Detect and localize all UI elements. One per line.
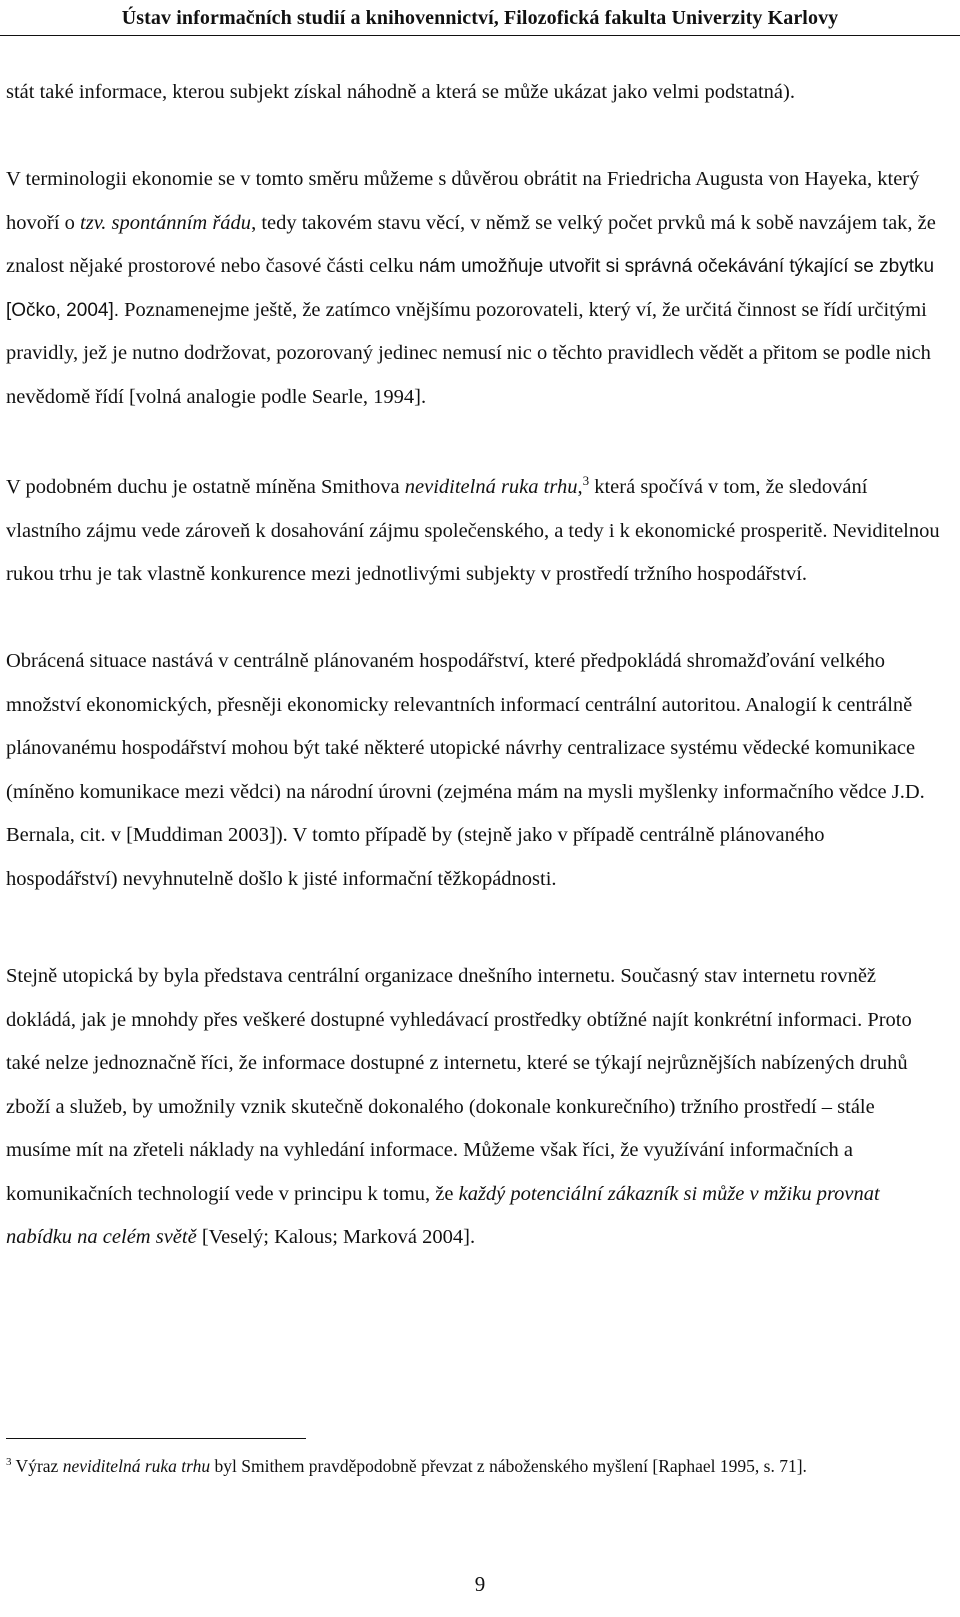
footnote bbox=[6, 1451, 940, 1481]
term-spontaneous-order: tzv. spontánním řádu bbox=[80, 211, 252, 234]
paragraph-3-text-a: V podobném duchu je ostatně míněna Smithova bbox=[6, 476, 405, 498]
footnote-reference[interactable]: 3 bbox=[582, 473, 590, 489]
paragraph-4-text: Obrácená situace nastává v centrálně plánovaném hospodářství, které předpokládá shromažďování velkého množství ekonomických, přesněji ekonomicky relevantních informací centrální autoritou. Analogií k centrálně plánovanému hospodářství mohou být také některé utopické návrhy centralizace systému vědecké komunikace (míněno komunikace mezi vědci) na národní úrovni (zejména mám na mysli myšlenky informačního vědce J.D. Bernala, cit. v [Muddiman 2003]). V tomto případě by (stejně jako v případě centrálně plánovaného hospodářství) nevyhnutelně došlo k jisté informační těžkopádnosti. bbox=[6, 650, 925, 890]
running-header: Ústav informačních studií a knihovennictví, Filozofická fakulta Univerzity Karlovy bbox=[121, 7, 839, 29]
paragraph-2-sans-segment: nám umožňuje utvořit si správná očekávání týkající se zbytku [Očko, 2004]. bbox=[6, 256, 935, 321]
paragraph-2 bbox=[6, 158, 940, 419]
footnote-term: neviditelná ruka trhu bbox=[62, 1456, 211, 1476]
paragraph-2-text-a: V terminologii ekonomie se v tomto směru můžeme s důvěrou obrátit na Friedricha Augusta von Hayeka, který hovoří o bbox=[6, 168, 920, 234]
paragraph-2-text-c: , tedy takovém stavu věcí, v němž se velký počet prvků má k sobě navzájem tak, že znalost nějaké prostorové nebo časové části celku bbox=[6, 211, 936, 277]
paragraph-5-text-c: [Veselý; Kalous; Marková 2004]. bbox=[196, 1226, 476, 1248]
paragraph-3 bbox=[6, 466, 940, 597]
footnote-number: 3 bbox=[6, 1456, 12, 1469]
paragraph-5 bbox=[6, 955, 940, 1260]
term-invisible-hand: neviditelná ruka trhu bbox=[404, 476, 578, 498]
footnote-divider bbox=[6, 1438, 306, 1439]
body-text bbox=[6, 71, 940, 1260]
paragraph-2-text-e: Poznamenejme ještě, že zatímco vnějšímu pozorovateli, který ví, že určitá činnost se řídí určitými pravidly, jež je nutno dodržovat, pozorovaný jedinec nemusí nic o těchto pravidlech vědět a přitom se podle nich nevědomě řídí [volná analogie podle Searle, 1994]. bbox=[6, 298, 931, 408]
emphasis-every-customer: každý potenciální zákazník si může v mžiku provnat nabídku na celém světě bbox=[6, 1182, 880, 1248]
header-divider bbox=[0, 35, 960, 36]
footnote-text-a: Výraz bbox=[11, 1456, 63, 1476]
footnote-text-c: byl Smithem pravděpodobně převzat z náboženského myšlení [Raphael 1995, s. 71]. bbox=[210, 1456, 807, 1476]
paragraph-1-text: stát také informace, kterou subjekt získal náhodně a která se může ukázat jako velmi podstatná). bbox=[6, 81, 795, 103]
paragraph-4 bbox=[6, 640, 940, 901]
paragraph-3-text-d: která spočívá v tom, že sledování vlastního zájmu vede zároveň k dosahování zájmu společenského, a tedy i k ekonomické prosperitě. Neviditelnou rukou trhu je tak vlastně konkurence mezi jednotlivými subjekty v prostředí tržního hospodářství. bbox=[6, 476, 940, 585]
page-number: 9 bbox=[474, 1572, 486, 1596]
paragraph-3-text-c: , bbox=[577, 476, 583, 498]
paragraph-1 bbox=[6, 71, 940, 115]
paragraph-5-text-a: Stejně utopická by byla představa centrální organizace dnešního internetu. Současný stav internetu rovněž dokládá, jak je mnohdy přes veškeré dostupné vyhledávací prostředky obtížné najít konkrétní informaci. Proto také nelze jednoznačně říci, že informace dostupné z internetu, které se týkají nejrůznějších nabízených druhů zboží a služeb, by umožnily vznik skutečně dokonalého (dokonale konkurečního) tržního prostředí – stále musíme mít na zřeteli náklady na vyhledání informace. Můžeme však říci, že využívání informačních a komunikačních technologií vede v principu k tomu, že bbox=[6, 965, 912, 1205]
